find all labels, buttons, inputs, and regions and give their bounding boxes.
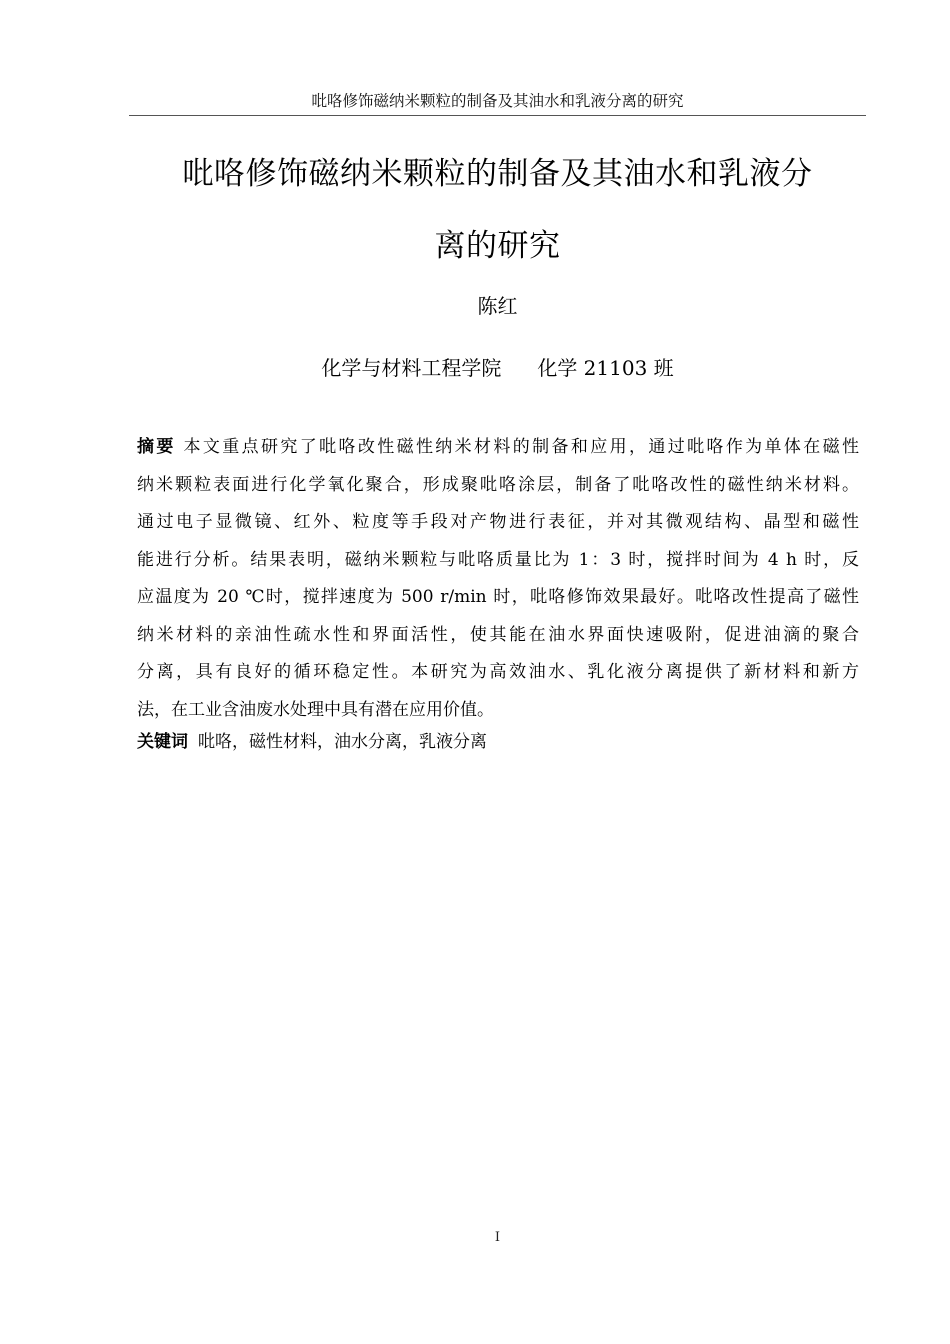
abstract-line: 纳米材料的亲油性疏水性和界面活性，使其能在油水界面快速吸附，促进油滴的聚合 [137,624,859,645]
abstract-line: 纳米颗粒表面进行化学氧化聚合，形成聚吡咯涂层，制备了吡咯改性的磁性纳米材料。 [137,474,859,495]
keywords-text: 吡咯，磁性材料，油水分离，乳液分离 [198,732,487,752]
abstract-label: 摘要 [137,437,176,457]
abstract-line: 能进行分析。结果表明，磁纳米颗粒与吡咯质量比为 1：3 时，搅拌时间为 4 h 时，反 [137,549,859,570]
abstract-section [137,429,859,729]
class-name: 化学 21103 班 [537,356,674,380]
title-line-1: 吡咯修饰磁纳米颗粒的制备及其油水和乳液分 [182,156,813,192]
header-divider [129,115,866,116]
abstract-line: 法，在工业含油废水处理中具有潜在应用价值。 [137,699,494,720]
document-title [110,138,885,282]
title-line-2: 离的研究 [434,228,561,264]
author-name: 陈红 [477,294,518,318]
keywords-section [137,729,487,755]
abstract-line: 应温度为 20 ℃时，搅拌速度为 500 r/min 时，吡咯修饰效果最好。吡咯改性提高了磁性 [137,587,859,607]
author-affiliation [0,354,950,382]
abstract-line: 摘要 本文重点研究了吡咯改性磁性纳米材料的制备和应用，通过吡咯作为单体在磁性 [137,437,860,457]
page-number: I [494,1230,501,1245]
running-header: 吡咯修饰磁纳米颗粒的制备及其油水和乳液分离的研究 [311,92,684,110]
abstract-line: 分离，具有良好的循环稳定性。本研究为高效油水、乳化液分离提供了新材料和新方 [137,662,859,682]
school-name: 化学与材料工程学院 [321,356,502,380]
keywords-label: 关键词 [137,732,188,752]
abstract-line: 通过电子显微镜、红外、粒度等手段对产物进行表征，并对其微观结构、晶型和磁性 [137,512,859,532]
